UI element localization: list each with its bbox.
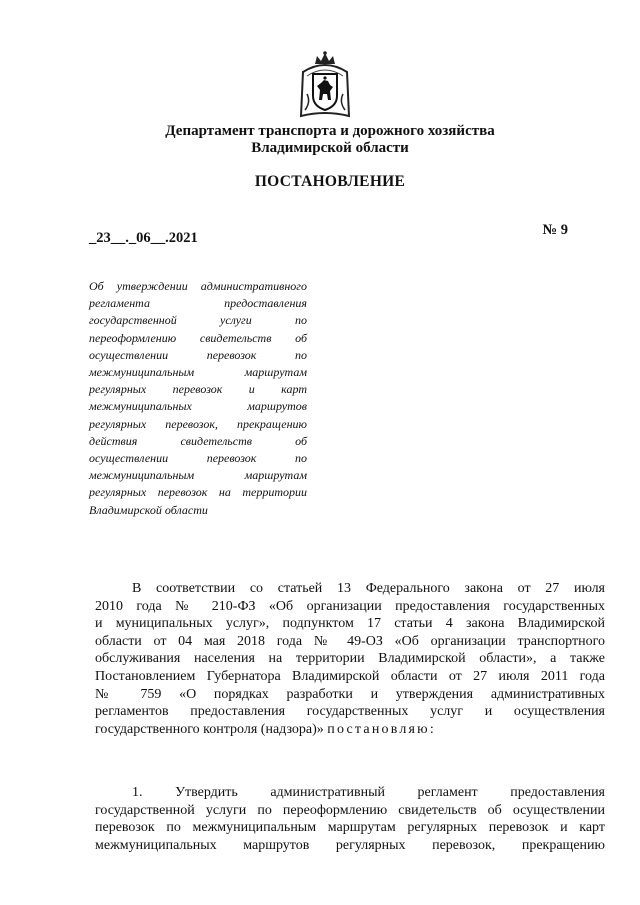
- subject-line: регламента предоставления: [89, 296, 307, 311]
- subject-line: государственной услуги по: [89, 313, 307, 328]
- paragraph-line: 2010 года № 210-ФЗ «Об организации предоставления государственных: [95, 598, 605, 614]
- paragraph-line: регламентов предоставления государственных услуг и осуществления: [95, 704, 605, 720]
- preamble-paragraph: [95, 580, 605, 738]
- subject-line: осуществлении перевозок по: [89, 347, 307, 362]
- paragraph-line: В соответствии со статьей 13 Федерального закона от 27 июля: [132, 581, 605, 596]
- subject-line: осуществлении перевозок по: [89, 451, 307, 466]
- subject-line: межмуниципальных маршрутов: [89, 399, 307, 414]
- subject-line: регулярных перевозок и карт: [89, 382, 307, 397]
- paragraph-line: государственной услуги по переоформлению свидетельств об осуществлении: [95, 802, 605, 818]
- subject-line: межмуниципальным маршрутам: [89, 365, 307, 380]
- paragraph-line: перевозок по межмуниципальным маршрутам регулярных перевозок и карт: [95, 820, 605, 836]
- subject-line: Владимирской области: [89, 502, 208, 517]
- item-1-paragraph: [95, 784, 605, 854]
- subject-line: регулярных перевозок, прекращению: [89, 416, 307, 431]
- paragraph-line: 1. Утвердить административный регламент предоставления: [132, 785, 605, 800]
- document-number: № 9: [542, 222, 568, 238]
- paragraph-line: межмуниципальных маршрутов регулярных перевозок, прекращению: [95, 837, 605, 853]
- document-subject: [89, 278, 307, 519]
- document-type-title: ПОСТАНОВЛЕНИЕ: [254, 173, 406, 190]
- paragraph-line: № 759 «О порядках разработки и утверждения административных: [95, 686, 605, 702]
- paragraph-line: государственного контроля (надзора)»: [95, 721, 324, 737]
- org-name-line2: Владимирской области: [251, 140, 409, 156]
- paragraph-line: Постановлением Губернатора Владимирской области от 27 июля 2011 года: [95, 668, 605, 684]
- paragraph-last-line: [95, 721, 605, 739]
- resolve-word: постановляю:: [327, 721, 436, 737]
- subject-line: межмуниципальным маршрутам: [89, 468, 307, 483]
- subject-line: регулярных перевозок на территории: [89, 485, 307, 500]
- paragraph-line: области от 04 мая 2018 года № 49-ОЗ «Об организации транспортного: [95, 633, 605, 649]
- coat-of-arms-icon: [297, 50, 353, 120]
- paragraph-line: и муниципальных услуг», подпунктом 17 статьи 4 закона Владимирской: [95, 616, 605, 632]
- subject-line: переоформлению свидетельств об: [89, 330, 307, 345]
- subject-line: Об утверждении административного: [89, 279, 307, 293]
- subject-line: действия свидетельств об: [89, 433, 307, 448]
- paragraph-line: обслуживания населения на территории Владимирской области», а также: [95, 651, 605, 667]
- document-date: _23__._06__.2021: [89, 230, 198, 246]
- org-name-line1: Департамент транспорта и дорожного хозяйства: [165, 123, 495, 139]
